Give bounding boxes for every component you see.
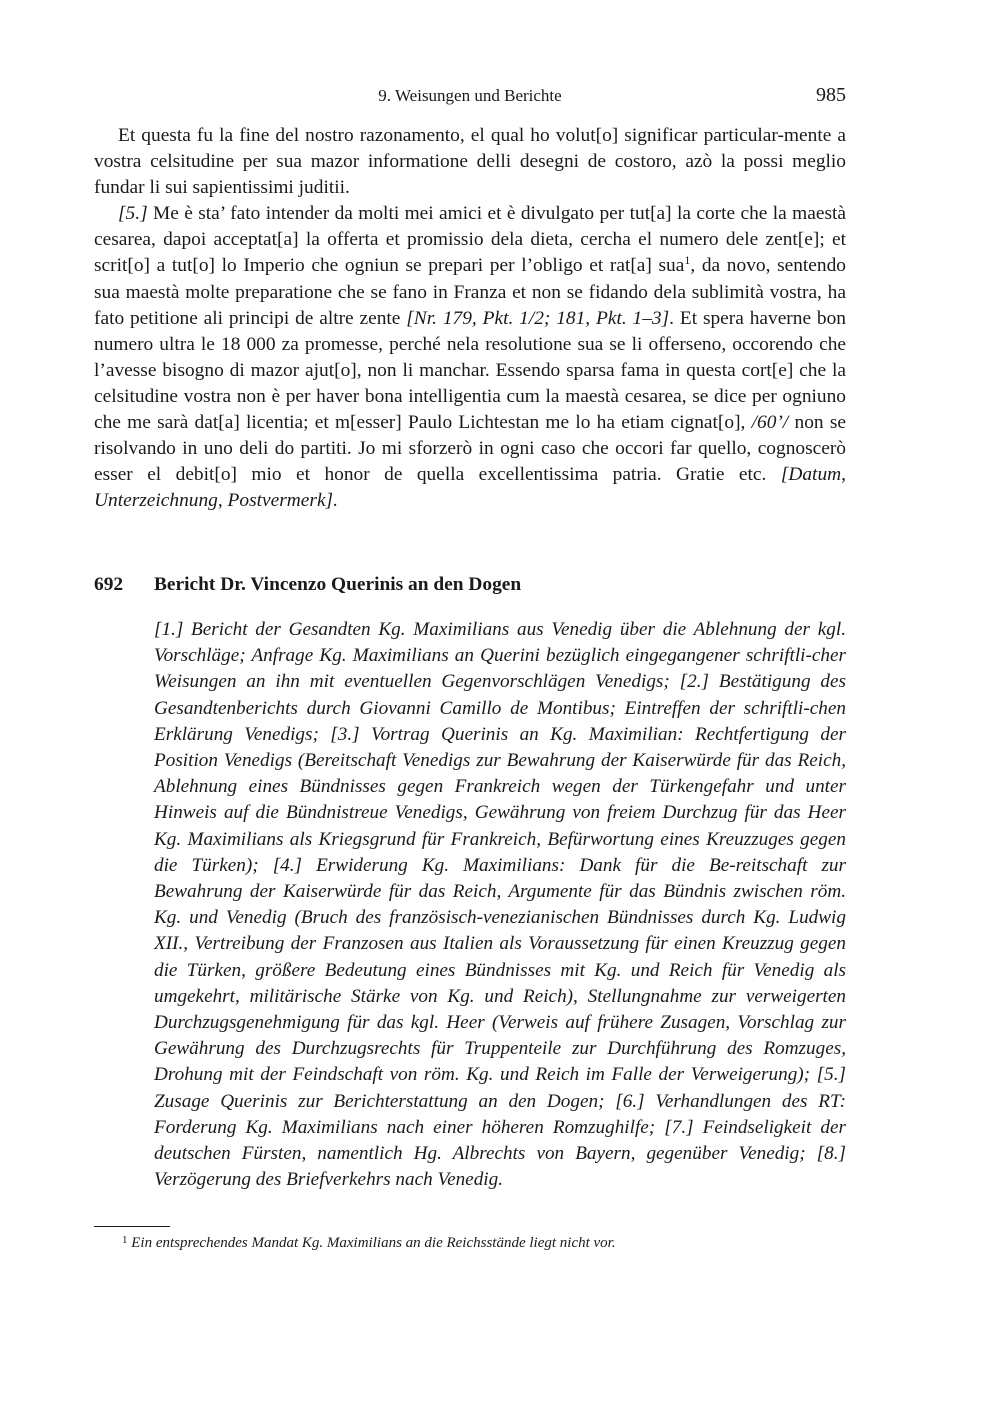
letter-body [94, 123, 846, 514]
footnote-marker: 1 [122, 1234, 128, 1246]
folio-marker: /60’/ [751, 412, 789, 434]
footnote-text: Ein entsprechendes Mandat Kg. Maximilians an die Reichsstände liegt nicht vor. [131, 1235, 616, 1251]
paragraph-2-text-a: Me è sta’ fato intender da molti mei amici et è divulgato per tut[a] la corte che la maestà cesarea, dapoi acceptat[a] la offerta et promissio dela dieta, cercha el numero dele zent[e]; et scrit[o] a tut[o] lo Imperio che ogniun se prepari per l’obligo et rat[a] sua [94, 203, 846, 277]
footnote [122, 1233, 842, 1253]
editorial-note: [Datum, Unterzeichnung, Postvermerk]. [94, 464, 846, 512]
footnote-divider [94, 1226, 170, 1227]
cross-reference: [Nr. 179, Pkt. 1/2; 181, Pkt. 1–3] [406, 307, 670, 329]
running-header [94, 84, 846, 108]
running-title: 9. Weisungen und Berichte [378, 86, 562, 105]
document-number: 692 [94, 574, 124, 595]
footnote-reference[interactable]: 1 [684, 253, 691, 268]
regest-text: [1.] Bericht der Gesandten Kg. Maximilians aus Venedig über die Ablehnung der kgl. Vorschläge; Anfrage Kg. Maximilians an Querini bezüglich eingegangener schriftli-cher Weisungen an ihn mit eventuellen Gegenvorschlägen Venedigs; [2.] Bestätigung des Gesandtenberichts durch Giovanni Camillo de Montibus; Eintreffen der schriftli-chen Erklärung Venedigs; [3.] Vortrag Querinis an Kg. Maximilian: Rechtfertigung der Position Venedigs (Bereitschaft Venedigs zur Bewahrung der Kaiserwürde für das Reich, Ablehnung eines Bündnisses gegen Frankreich wegen der Türkengefahr und unter Hinweis auf die Bündnistreue Venedigs, Gewährung von freiem Durchzug für das Heer Kg. Maximilians als Kriegsgrund für Frankreich, Befürwortung eines Kreuzzuges gegen die Türken); [4.] Erwiderung Kg. Maximilians: Dank für die Be-reitschaft zur Bewahrung der Kaiserwürde für das Reich, Argumente für das Bündnis zwischen röm. Kg. und Venedig (Bruch des französisch-venezianischen Bündnisses durch Kg. Ludwig XII., Vertreibung der Franzosen aus Italien als Voraussetzung für einen Kreuzzug gegen die Türken, größere Bedeutung eines Bündnisses mit Kg. und Reich für Venedig als umgekehrt, militärische Stärke von Kg. und Reich), Stellungnahme zur verweigerten Durchzugsgenehmigung für das kgl. Heer (Verweis auf frühere Zusagen, Vorschlag zur Gewährung des Durchzugsrechts für Truppenteile zur Durchführung des Romzuges, Drohung mit der Feindschaft von röm. Kg. und Reich im Falle der Verweigerung); [5.] Zusage Querinis zur Berichterstattung an den Dogen; [6.] Verhandlungen des RT: Forderung Kg. Maximilians nach einer höheren Romzughilfe; [7.] Feindseligkeit der deutschen Fürsten, namentlich Hg. Albrechts von Bayern, gegenüber Venedig; [8.] Verzögerung des Briefverkehrs nach Venedig. [154, 619, 846, 1191]
section-marker: [5.] [118, 203, 148, 225]
page-number: 985 [816, 84, 846, 106]
paragraph-1: Et questa fu la fine del nostro razonamento, el qual ho volut[o] significar particular-mente a vostra celsitudine per sua mazor informatione delli desegni de costoro, azò la possi meglio fundar li sui sapientissimi juditii. [94, 125, 846, 199]
paragraph-2-text-c: . Et spera haverne bon numero ultra le 18 000 za promesse, perché nela resolutione sua se li offerseno, occorendo che l’avesse bisogno di mazor ajut[o], non li manchar. Essendo sparsa fama in questa cort[e] che la celsitudine vostra non è per haver bona intelligentia cum la maestà cesarea, se dice per ogniuno che me sarà dat[a] licentia; et m[esser] Paulo Lichtestan me lo ha etiam cignat[o], [94, 307, 846, 434]
paragraph-2-text-b: , da novo, sentendo sua maestà molte preparatione che se fano in Franza et non se fidando dela sublimità vostra, ha fato petitione ali principi de altre zente [94, 255, 847, 329]
document-title: Bericht Dr. Vincenzo Querinis an den Dogen [154, 574, 522, 595]
document-heading [94, 572, 846, 598]
document-regest [154, 617, 846, 1193]
paragraph-2-text-d: non se risolvando in uno deli do partiti. Jo mi sforzerò in ogni caso che occori far quello, cognoscerò esser el debit[o] mio et honor de quella excellentissima patria. Gratie etc. [94, 412, 847, 486]
paragraph-2 [94, 201, 846, 514]
